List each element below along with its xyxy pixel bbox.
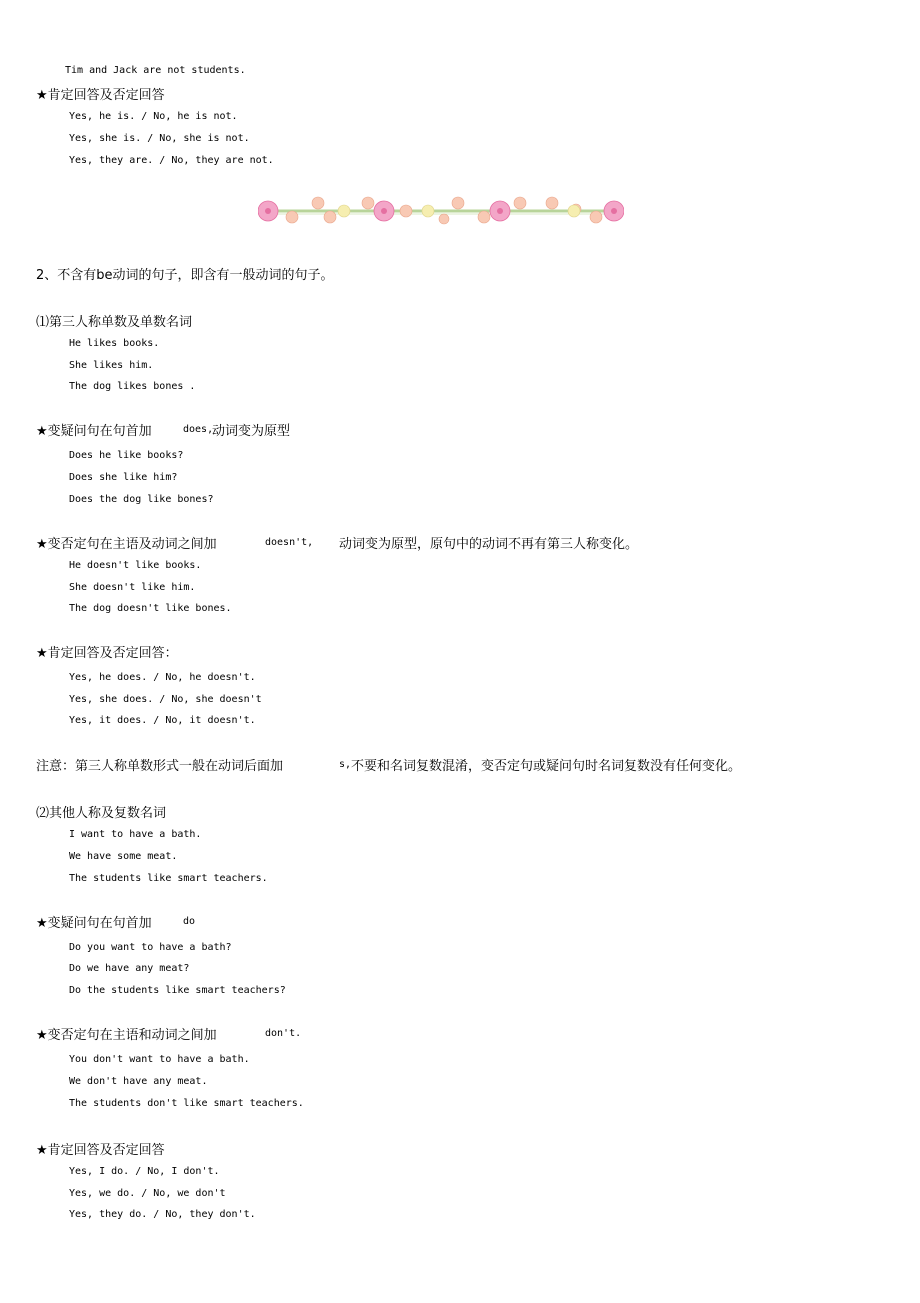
example-sentence: He likes books. bbox=[69, 338, 160, 349]
question-heading: ★变疑问句在句首加 bbox=[36, 916, 152, 931]
negative-heading-rest: 动词变为原型，原句中的动词不再有第三人称变化。 bbox=[339, 537, 639, 552]
flower-garland-divider-icon bbox=[258, 195, 624, 227]
keyword: do bbox=[183, 916, 196, 927]
example-sentence: Yes, he is. / No, he is not. bbox=[69, 111, 238, 122]
example-sentence: Does he like books? bbox=[69, 450, 184, 461]
example-sentence: Yes, they do. / No, they don't. bbox=[69, 1209, 256, 1220]
example-sentence: She likes him. bbox=[69, 360, 154, 371]
example-sentence: The dog likes bones . bbox=[69, 381, 196, 392]
section-title: 2、不含有be动词的句子，即含有一般动词的句子。 bbox=[36, 268, 334, 283]
example-sentence: Yes, I do. / No, I don't. bbox=[69, 1166, 220, 1177]
example-sentence: The students like smart teachers. bbox=[69, 873, 268, 884]
example-sentence: Yes, she does. / No, she doesn't bbox=[69, 694, 262, 705]
answers-heading: ★肯定回答及否定回答： bbox=[36, 646, 178, 661]
keyword: don't. bbox=[265, 1028, 302, 1039]
keyword: doesn't, bbox=[265, 537, 314, 548]
negative-heading: ★变否定句在主语和动词之间加 bbox=[36, 1028, 217, 1043]
example-sentence: Do you want to have a bath? bbox=[69, 942, 232, 953]
example-sentence: Does the dog like bones? bbox=[69, 494, 214, 505]
negative-heading: ★变否定句在主语及动词之间加 bbox=[36, 537, 217, 552]
subsection-title: ⑵其他人称及复数名词 bbox=[36, 806, 167, 821]
keyword: does, bbox=[183, 424, 214, 435]
note-text: 注意：第三人称单数形式一般在动词后面加 bbox=[36, 759, 284, 774]
example-sentence: Yes, she is. / No, she is not. bbox=[69, 133, 250, 144]
subsection-title: ⑴第三人称单数及单数名词 bbox=[36, 315, 193, 330]
example-sentence: He doesn't like books. bbox=[69, 560, 202, 571]
example-sentence: I want to have a bath. bbox=[69, 829, 202, 840]
example-sentence: Do we have any meat? bbox=[69, 963, 190, 974]
example-sentence: Does she like him? bbox=[69, 472, 178, 483]
example-sentence: Yes, he does. / No, he doesn't. bbox=[69, 672, 256, 683]
answers-heading: ★肯定回答及否定回答 bbox=[36, 1143, 165, 1158]
note-text-rest: 不要和名词复数混淆，变否定句或疑问句时名词复数没有任何变化。 bbox=[351, 759, 742, 774]
section-heading: ★肯定回答及否定回答 bbox=[36, 88, 165, 103]
question-heading-rest: 动词变为原型 bbox=[212, 424, 291, 439]
example-sentence: Yes, they are. / No, they are not. bbox=[69, 155, 274, 166]
example-sentence: She doesn't like him. bbox=[69, 582, 196, 593]
example-sentence: You don't want to have a bath. bbox=[69, 1054, 250, 1065]
example-sentence: The dog doesn't like bones. bbox=[69, 603, 232, 614]
example-sentence: We have some meat. bbox=[69, 851, 178, 862]
example-sentence: We don't have any meat. bbox=[69, 1076, 208, 1087]
example-sentence: Yes, it does. / No, it doesn't. bbox=[69, 715, 256, 726]
question-heading: ★变疑问句在句首加 bbox=[36, 424, 152, 439]
keyword: s, bbox=[339, 759, 352, 770]
example-sentence: The students don't like smart teachers. bbox=[69, 1098, 304, 1109]
example-sentence: Tim and Jack are not students. bbox=[65, 65, 246, 76]
example-sentence: Do the students like smart teachers? bbox=[69, 985, 286, 996]
example-sentence: Yes, we do. / No, we don't bbox=[69, 1188, 226, 1199]
